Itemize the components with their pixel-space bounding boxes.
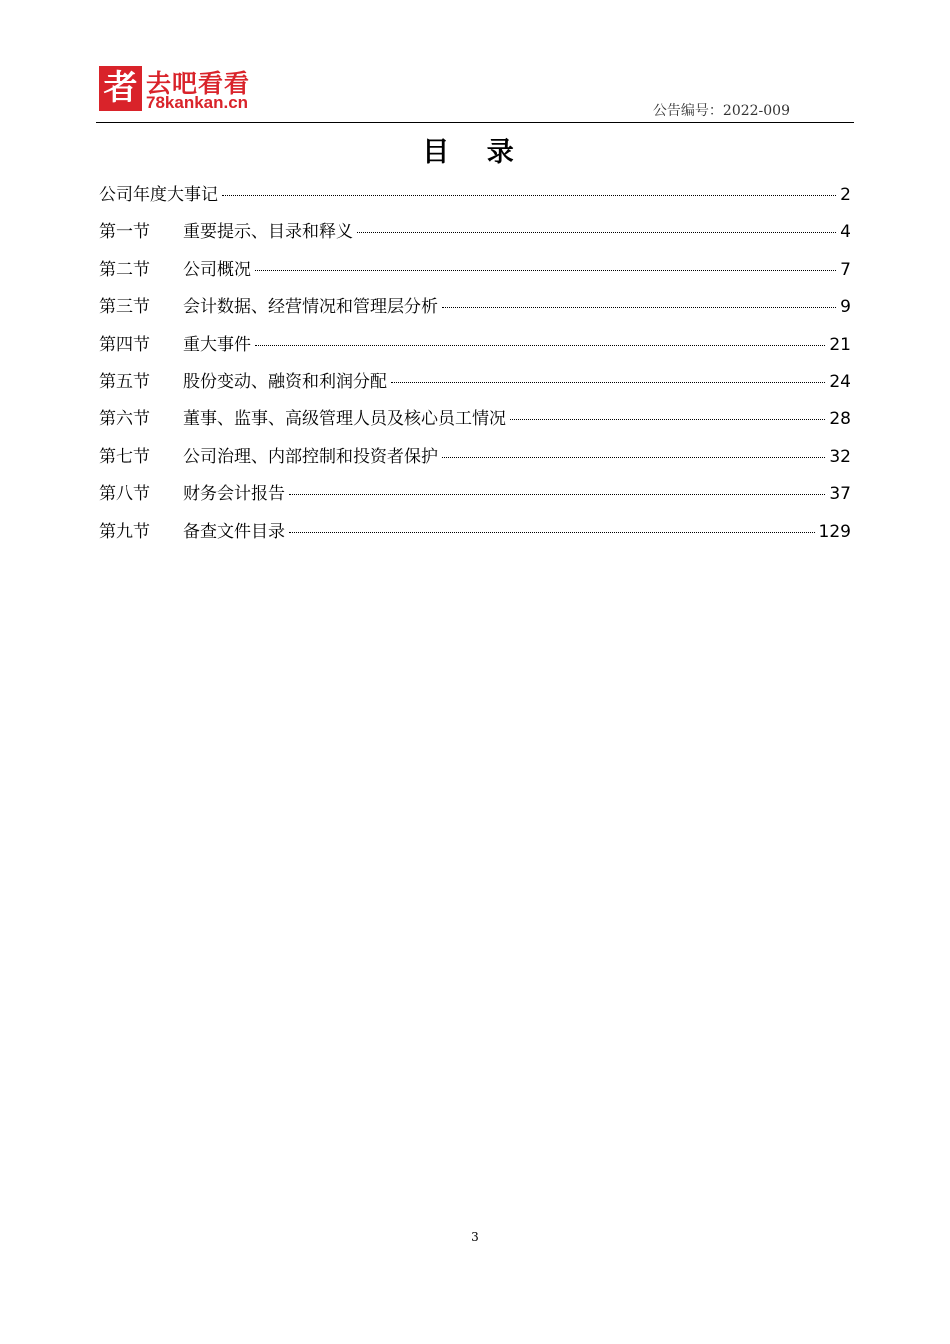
toc-entry-label: 公司年度大事记 xyxy=(99,185,218,205)
toc-entry-page: 2 xyxy=(840,185,851,205)
toc-entry-label: 重大事件 xyxy=(183,334,251,355)
toc-entry-page: 28 xyxy=(829,409,851,430)
toc-leader-dots xyxy=(289,532,815,533)
toc-leader-dots xyxy=(391,382,825,383)
toc-entry[interactable] xyxy=(99,330,851,367)
toc-entry-section: 第七节 xyxy=(99,446,150,467)
toc-entry-page: 21 xyxy=(829,334,851,355)
toc-entry-section: 第四节 xyxy=(99,334,150,355)
toc-entry-section: 第二节 xyxy=(99,259,150,280)
toc-leader-dots xyxy=(510,419,825,420)
toc-entry-section: 第一节 xyxy=(99,222,150,243)
toc-leader-dots xyxy=(255,345,825,346)
toc-entry[interactable] xyxy=(99,217,851,254)
toc-entry-page: 4 xyxy=(840,222,851,243)
toc-entry-page: 7 xyxy=(840,259,851,280)
logo-name: 去吧看看 xyxy=(146,69,251,98)
toc-leader-dots xyxy=(442,457,825,458)
logo-url: 78kankan.cn xyxy=(146,93,249,112)
toc-entry-page: 32 xyxy=(829,446,851,467)
toc-leader-dots xyxy=(222,195,836,196)
page-number: 3 xyxy=(471,1230,479,1244)
toc-entry-label: 公司治理、内部控制和投资者保护 xyxy=(183,446,438,467)
toc-entry-page: 37 xyxy=(829,484,851,505)
toc-entry[interactable] xyxy=(99,255,851,292)
toc-entry-label: 财务会计报告 xyxy=(183,484,285,505)
header-divider xyxy=(96,122,854,123)
toc-entry[interactable] xyxy=(99,367,851,404)
toc-entry-section: 第五节 xyxy=(99,371,150,392)
toc-entry[interactable] xyxy=(99,292,851,329)
toc-entry[interactable] xyxy=(99,479,851,516)
toc-entry-label: 备查文件目录 xyxy=(183,521,285,542)
table-of-contents xyxy=(99,180,851,554)
toc-entry[interactable] xyxy=(99,404,851,441)
toc-title: 目 录 xyxy=(422,137,528,168)
toc-entry-page: 9 xyxy=(840,297,851,318)
toc-entry-label: 重要提示、目录和释义 xyxy=(183,222,353,243)
toc-leader-dots xyxy=(442,307,836,308)
logo-mark: 者 xyxy=(99,66,142,111)
toc-leader-dots xyxy=(255,270,836,271)
toc-entry[interactable] xyxy=(99,180,851,217)
toc-entry-section: 第三节 xyxy=(99,297,150,318)
toc-entry-label: 董事、监事、高级管理人员及核心员工情况 xyxy=(183,409,506,430)
toc-entry-label: 会计数据、经营情况和管理层分析 xyxy=(183,297,438,318)
toc-leader-dots xyxy=(357,232,836,233)
toc-entry-section: 第八节 xyxy=(99,484,150,505)
toc-entry[interactable] xyxy=(99,442,851,479)
announcement-number: 公告编号：2022-009 xyxy=(652,103,790,119)
toc-entry[interactable] xyxy=(99,517,851,554)
toc-entry-label: 股份变动、融资和利润分配 xyxy=(183,371,387,392)
toc-entry-page: 24 xyxy=(829,371,851,392)
toc-entry-page: 129 xyxy=(818,521,851,542)
toc-entry-section: 第六节 xyxy=(99,409,150,430)
toc-entry-label: 公司概况 xyxy=(183,259,251,280)
toc-leader-dots xyxy=(289,494,825,495)
toc-entry-section: 第九节 xyxy=(99,521,150,542)
